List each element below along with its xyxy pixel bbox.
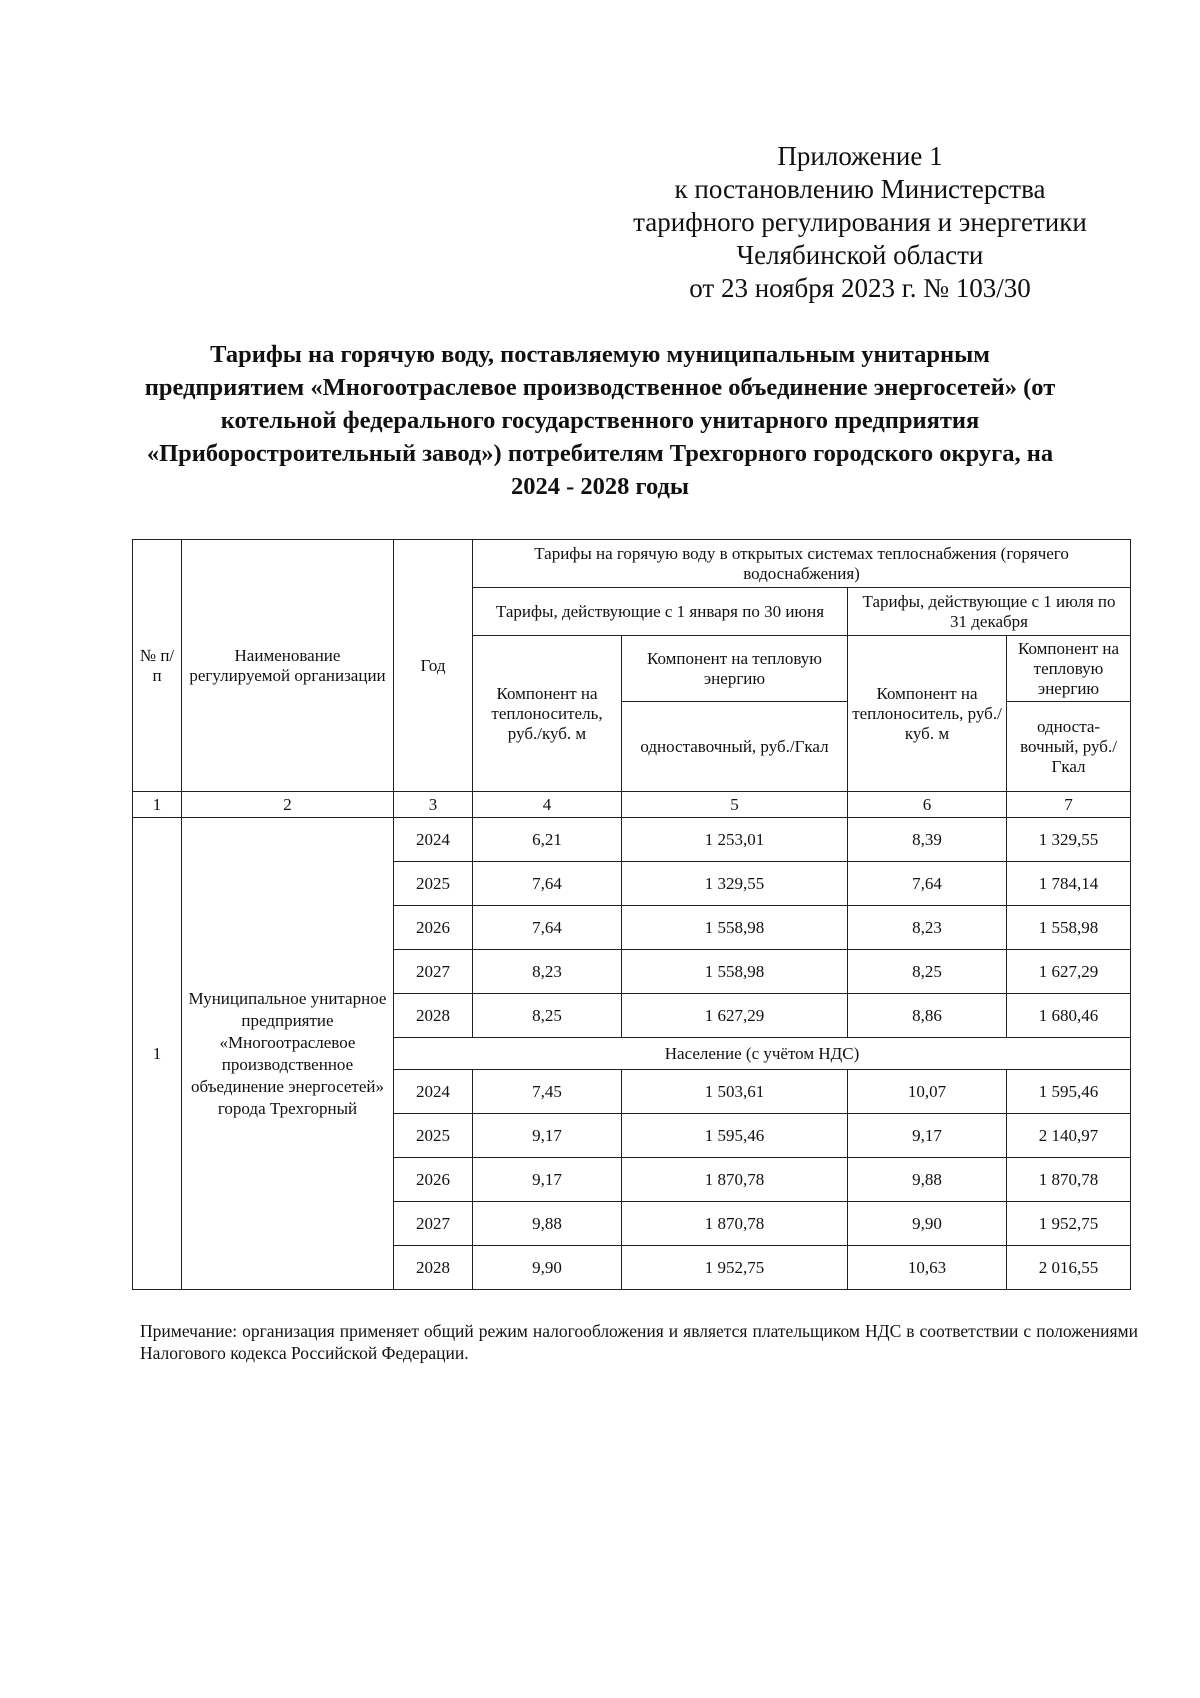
year-cell: 2025 [394, 1114, 473, 1158]
heat-2-cell: 1 952,75 [1007, 1202, 1131, 1246]
carrier-1-cell: 9,90 [473, 1246, 622, 1290]
column-number: 2 [182, 792, 394, 818]
column-number: 3 [394, 792, 473, 818]
year-cell: 2027 [394, 950, 473, 994]
heat-1-cell: 1 627,29 [622, 994, 848, 1038]
header-carrier-component-1: Компонент на теплоноситель, руб./куб. м [473, 636, 622, 792]
carrier-1-cell: 9,17 [473, 1158, 622, 1202]
carrier-2-cell: 10,63 [848, 1246, 1007, 1290]
appendix-line-2: к постановлению Министерства [674, 174, 1046, 204]
header-heat-unit-2: односта-вочный, руб./Гкал [1007, 702, 1131, 792]
column-number: 1 [133, 792, 182, 818]
header-heat-component-2: Компонент на тепловую энергию [1007, 636, 1131, 702]
table-row [133, 818, 1131, 862]
heat-2-cell: 1 680,46 [1007, 994, 1131, 1038]
header-carrier-component-2: Компонент на теплоноситель, руб./куб. м [848, 636, 1007, 792]
carrier-2-cell: 8,39 [848, 818, 1007, 862]
tariff-table [132, 539, 1131, 1290]
header-tariffs-open-systems: Тарифы на горячую воду в открытых системах теплоснабжения (горячего водоснабжения) [473, 540, 1131, 588]
carrier-1-cell: 7,64 [473, 862, 622, 906]
heat-1-cell: 1 870,78 [622, 1202, 848, 1246]
appendix-line-4: Челябинской области [736, 240, 984, 270]
carrier-2-cell: 8,25 [848, 950, 1007, 994]
header-heat-unit-1: одноставочный, руб./Гкал [622, 702, 848, 792]
carrier-1-cell: 8,23 [473, 950, 622, 994]
carrier-1-cell: 7,64 [473, 906, 622, 950]
population-label: Население (с учётом НДС) [394, 1038, 1131, 1070]
year-cell: 2024 [394, 818, 473, 862]
year-cell: 2027 [394, 1202, 473, 1246]
heat-1-cell: 1 329,55 [622, 862, 848, 906]
column-number: 7 [1007, 792, 1131, 818]
heat-1-cell: 1 558,98 [622, 906, 848, 950]
carrier-2-cell: 9,90 [848, 1202, 1007, 1246]
header-period-1: Тарифы, действующие с 1 января по 30 июня [473, 588, 848, 636]
heat-1-cell: 1 595,46 [622, 1114, 848, 1158]
heat-2-cell: 2 016,55 [1007, 1246, 1131, 1290]
carrier-1-cell: 7,45 [473, 1070, 622, 1114]
column-number: 5 [622, 792, 848, 818]
heat-1-cell: 1 870,78 [622, 1158, 848, 1202]
heat-2-cell: 1 329,55 [1007, 818, 1131, 862]
heat-1-cell: 1 253,01 [622, 818, 848, 862]
appendix-line-3: тарифного регулирования и энергетики [633, 207, 1087, 237]
appendix-header [600, 140, 1120, 305]
header-period-2: Тарифы, действующие с 1 июля по 31 декабря [848, 588, 1131, 636]
heat-1-cell: 1 503,61 [622, 1070, 848, 1114]
column-number: 4 [473, 792, 622, 818]
carrier-2-cell: 9,88 [848, 1158, 1007, 1202]
heat-2-cell: 1 558,98 [1007, 906, 1131, 950]
year-cell: 2028 [394, 1246, 473, 1290]
year-cell: 2025 [394, 862, 473, 906]
heat-1-cell: 1 558,98 [622, 950, 848, 994]
footnote: Примечание: организация применяет общий режим налогообложения и является плательщиком НДС в соответствии с положениями Налогового кодекса Российской Федерации. [140, 1321, 1138, 1363]
carrier-2-cell: 10,07 [848, 1070, 1007, 1114]
carrier-1-cell: 8,25 [473, 994, 622, 1038]
carrier-2-cell: 9,17 [848, 1114, 1007, 1158]
appendix-line-5: от 23 ноября 2023 г. № 103/30 [689, 273, 1031, 303]
carrier-2-cell: 7,64 [848, 862, 1007, 906]
carrier-2-cell: 8,86 [848, 994, 1007, 1038]
header-heat-component-1: Компонент на тепловую энергию [622, 636, 848, 702]
heat-2-cell: 1 870,78 [1007, 1158, 1131, 1202]
heat-2-cell: 1 784,14 [1007, 862, 1131, 906]
heat-2-cell: 1 595,46 [1007, 1070, 1131, 1114]
carrier-1-cell: 9,17 [473, 1114, 622, 1158]
column-numbers-row [133, 792, 1131, 818]
heat-2-cell: 2 140,97 [1007, 1114, 1131, 1158]
heat-2-cell: 1 627,29 [1007, 950, 1131, 994]
year-cell: 2028 [394, 994, 473, 1038]
year-cell: 2026 [394, 1158, 473, 1202]
year-cell: 2026 [394, 906, 473, 950]
header-num: № п/п [133, 540, 182, 792]
header-year: Год [394, 540, 473, 792]
year-cell: 2024 [394, 1070, 473, 1114]
organization-name: Муниципальное унитарное предприятие «Многоотраслевое производственное объединение энергосетей» города Трехгорный [182, 818, 394, 1290]
carrier-1-cell: 6,21 [473, 818, 622, 862]
heat-1-cell: 1 952,75 [622, 1246, 848, 1290]
carrier-1-cell: 9,88 [473, 1202, 622, 1246]
row-number: 1 [133, 818, 182, 1290]
appendix-line-1: Приложение 1 [777, 141, 943, 171]
carrier-2-cell: 8,23 [848, 906, 1007, 950]
document-title: Тарифы на горячую воду, поставляемую муниципальным унитарным предприятием «Многоотраслевое производственное объединение энергосетей» (от котельной федерального государственного унитарного предприятия «Приборостроительный завод») потребителям Трехгорного городского округа, на 2024 - 2028 годы [144, 341, 1056, 500]
column-number: 6 [848, 792, 1007, 818]
header-organization: Наименование регулируемой организации [182, 540, 394, 792]
